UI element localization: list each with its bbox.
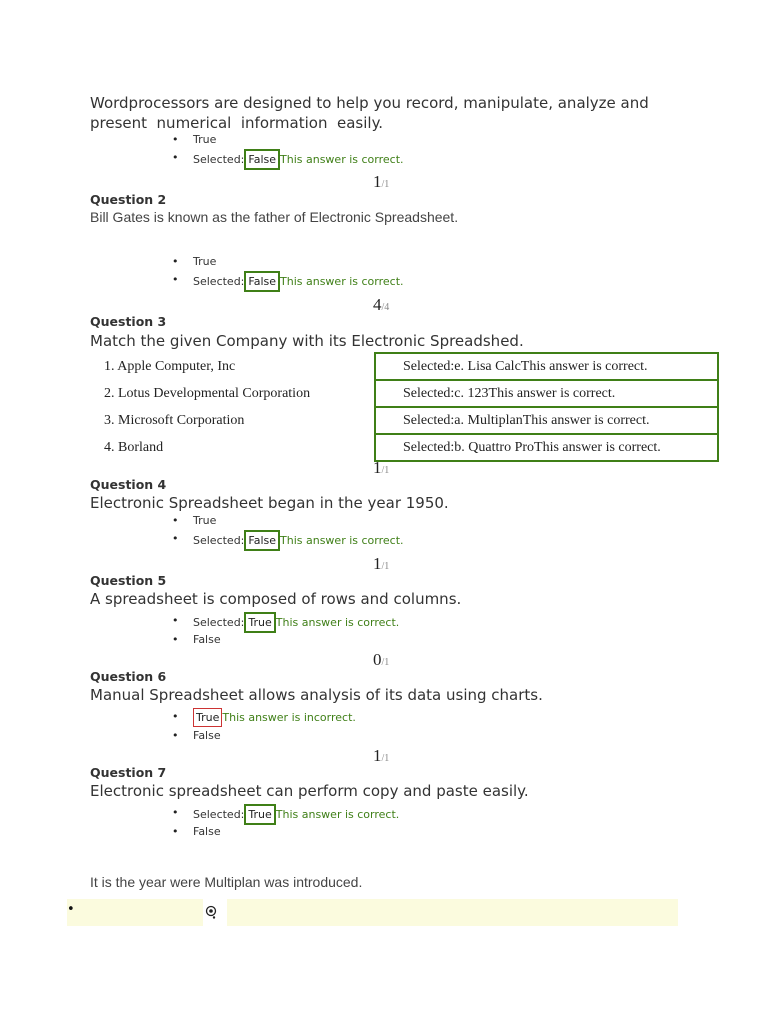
question-8-text: It is the year were Multiplan was introduced. [90,874,363,890]
question-4-option-false[interactable] [193,530,404,548]
question-4-score: 1/1 [373,554,390,573]
question-4-text: Electronic Spreadsheet began in the year 1950. [90,494,449,512]
question-6-text: Manual Spreadsheet allows analysis of its data using charts. [90,686,543,704]
question-1-option-false[interactable] [193,149,404,167]
question-1-text [90,93,649,133]
question-2-score: 4/4 [373,295,390,314]
answer-input-bar[interactable] [67,899,678,926]
question-5-option-false[interactable]: • False [193,631,221,649]
question-2-option-false[interactable] [193,271,404,289]
question-7-heading: Question 7 [90,765,167,780]
question-4-heading: Question 4 [90,477,167,492]
answer-feedback: This answer is correct. [280,275,404,288]
incorrect-answer-box: True [193,708,222,727]
match-company: 2. Lotus Developmental Corporation [104,385,311,401]
question-2-heading: Question 2 [90,192,167,207]
match-company: 1. Apple Computer, Inc [104,358,236,374]
match-selected-answer[interactable]: Selected:c. 123This answer is correct. [375,380,718,407]
question-1-text-line1: Wordprocessors are designed to help you record, manipulate, analyze and [90,94,649,112]
bullet-icon: • [67,902,75,917]
question-1-score: 1/1 [373,172,390,191]
selected-answer-box: True [244,804,275,825]
selected-label: Selected: [193,808,245,821]
selected-label: Selected: [193,616,245,629]
question-3-heading: Question 3 [90,314,167,329]
question-3-text: Match the given Company with its Electronic Spreadshed. [90,332,524,350]
question-2-text: Bill Gates is known as the father of Electronic Spreadsheet. [90,209,459,225]
question-5-heading: Question 5 [90,573,167,588]
selected-label: Selected: [193,534,245,547]
radio-cursor-icon[interactable] [203,899,227,926]
radio-area [203,899,227,926]
question-6-option-true[interactable] [193,708,356,726]
question-7-option-false[interactable]: • False [193,823,221,841]
question-2-option-true[interactable]: • True [193,253,216,271]
question-4-option-true[interactable]: • True [193,512,216,530]
question-5-score: 0/1 [373,650,390,669]
selected-answer-box: False [244,149,280,170]
match-row [90,380,718,407]
answer-feedback: This answer is correct. [275,616,400,629]
match-selected-answer[interactable]: Selected:a. MultiplanThis answer is correct. [375,407,718,434]
question-3-match-table [90,352,719,462]
answer-feedback: This answer is correct. [275,808,400,821]
selected-label: Selected: [193,275,245,288]
question-7-option-true[interactable] [193,804,399,822]
question-6-heading: Question 6 [90,669,167,684]
match-row [90,407,718,434]
question-7-text: Electronic spreadsheet can perform copy and paste easily. [90,782,529,800]
answer-feedback: This answer is incorrect. [222,711,356,724]
selected-label: Selected: [193,153,245,166]
selected-answer-box: False [244,530,280,551]
match-company: 4. Borland [104,439,164,455]
match-row [90,434,718,461]
match-row [90,353,718,380]
match-selected-answer[interactable]: Selected:b. Quattro ProThis answer is correct. [375,434,718,461]
question-6-score: 1/1 [373,746,390,765]
selected-answer-box: True [244,612,275,633]
question-5-text: A spreadsheet is composed of rows and columns. [90,590,462,608]
answer-feedback: This answer is correct. [280,534,404,547]
question-1-option-true[interactable]: • True [193,131,216,149]
question-5-option-true[interactable] [193,612,399,630]
answer-feedback: This answer is correct. [280,153,404,166]
selected-answer-box: False [244,271,280,292]
question-1-text-line2: present numerical information easily. [90,114,384,132]
match-selected-answer[interactable]: Selected:e. Lisa CalcThis answer is correct. [375,353,718,380]
question-3-score: 1/1 [373,458,390,477]
match-company: 3. Microsoft Corporation [104,412,245,428]
question-6-option-false[interactable]: • False [193,727,221,745]
